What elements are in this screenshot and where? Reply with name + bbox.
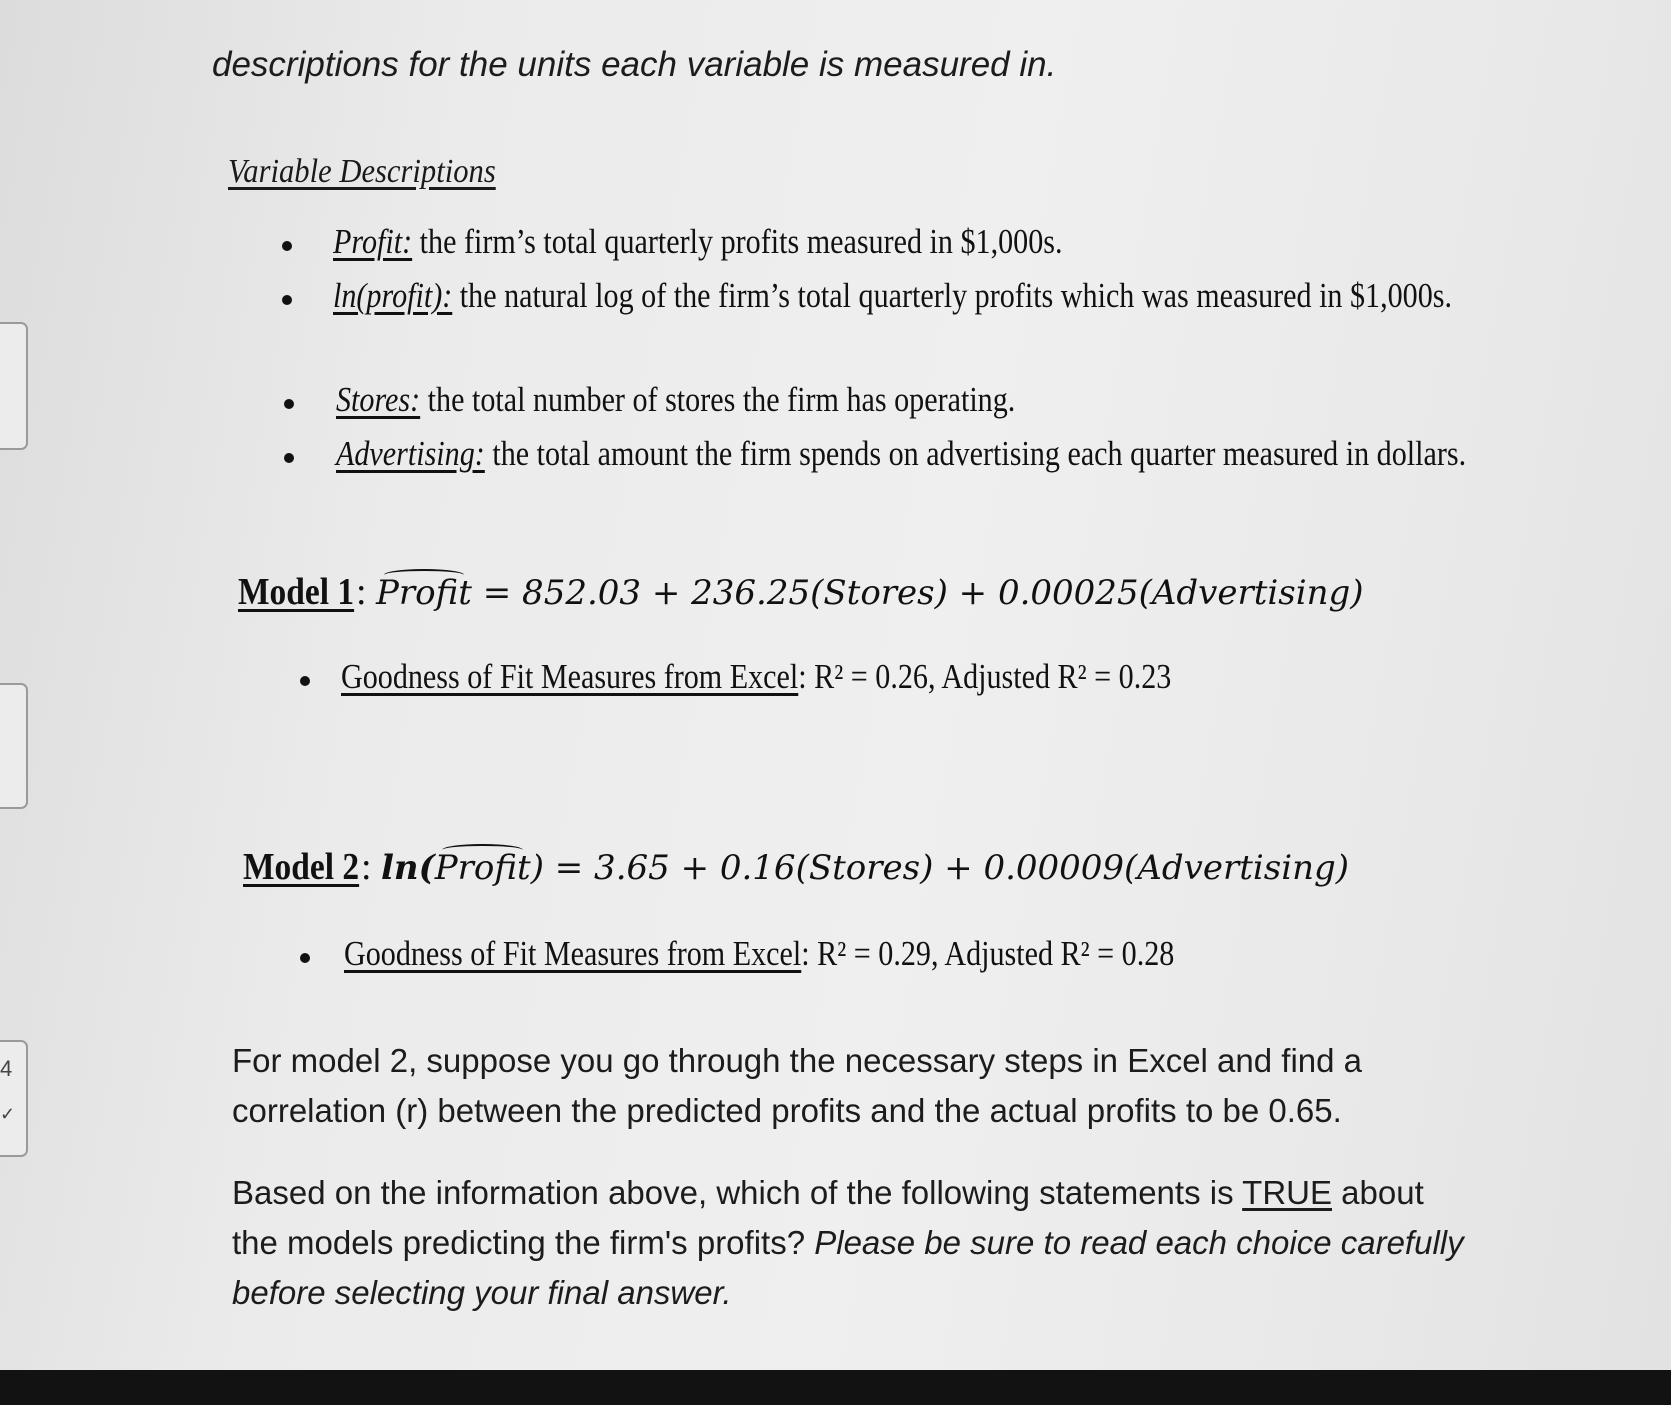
true-emphasis: TRUE: [1242, 1174, 1332, 1211]
question-paragraph: [232, 1168, 1464, 1318]
variable-description: the total amount the firm spends on advertising each quarter measured in dollars.: [484, 434, 1467, 473]
bullet-icon: [300, 676, 310, 686]
variable-term: Stores:: [336, 380, 421, 419]
variable-description: the total number of stores the firm has operating.: [420, 380, 1016, 419]
model-2-label: Model 2: [243, 846, 360, 888]
bullet-icon: [282, 241, 292, 251]
correlation-paragraph: [232, 1036, 1362, 1136]
hat-accent-icon: Profit: [376, 573, 472, 613]
gof-label: Goodness of Fit Measures from Excel: [344, 934, 802, 973]
check-icon: ✓: [0, 1104, 16, 1124]
model-1-label: Model 1: [238, 571, 355, 613]
gof-values: : R² = 0.29, Adjusted R² = 0.28: [801, 934, 1175, 973]
variable-term: Advertising:: [336, 434, 485, 473]
bullet-icon: [300, 953, 310, 963]
gof-values: : R² = 0.26, Adjusted R² = 0.23: [798, 657, 1172, 696]
variable-description: the firm’s total quarterly profits measured in $1,000s.: [412, 222, 1063, 261]
variable-item: [333, 276, 1634, 316]
correlation-line-1: For model 2, suppose you go through the necessary steps in Excel and find a: [232, 1042, 1363, 1079]
variable-term: Profit:: [333, 222, 413, 261]
monitor-bezel: [0, 1370, 1671, 1405]
intro-text: descriptions for the units each variable is measured in.: [212, 45, 1057, 84]
bullet-icon: [284, 453, 294, 463]
model-1-fit: [341, 657, 1307, 697]
question-line-1: Based on the information above, which of the following statements is TRUE about: [232, 1174, 1424, 1211]
model-2-equation: Model 2: ln(Profit) = 3.65 + 0.16(Stores) + 0.00009(Advertising): [243, 846, 1349, 888]
model-1-formula: Profit = 852.03 + 236.25(Stores) + 0.00025(Advertising): [376, 573, 1364, 613]
bullet-icon: [284, 399, 294, 409]
variable-item: [333, 222, 1181, 262]
variable-descriptions-heading: Variable Descriptions: [228, 153, 496, 190]
model-1-equation: Model 1: Profit = 852.03 + 236.25(Stores) + 0.00025(Advertising): [238, 571, 1364, 613]
hat-accent-icon: Profit: [434, 848, 531, 888]
variable-description: the natural log of the firm’s total quarterly profits which was measured in $1,000s.: [452, 276, 1453, 315]
model-2-fit: [344, 934, 1310, 974]
left-edge-panel: [0, 322, 28, 450]
left-edge-panel: [0, 683, 28, 809]
question-number: 4: [0, 1056, 13, 1081]
variable-item: [336, 434, 1650, 474]
bullet-icon: [282, 295, 292, 305]
gof-label: Goodness of Fit Measures from Excel: [341, 657, 799, 696]
question-line-2: the models predicting the firm's profits? Please be sure to read each choice carefully: [232, 1224, 1464, 1261]
question-line-3: before selecting your final answer.: [232, 1274, 732, 1311]
correlation-line-2: correlation (r) between the predicted profits and the actual profits to be 0.65.: [232, 1092, 1342, 1129]
variable-item: [336, 380, 1126, 420]
variable-term: ln(profit):: [333, 276, 453, 315]
model-2-formula: ln(Profit) = 3.65 + 0.16(Stores) + 0.00009(Advertising): [381, 848, 1349, 888]
